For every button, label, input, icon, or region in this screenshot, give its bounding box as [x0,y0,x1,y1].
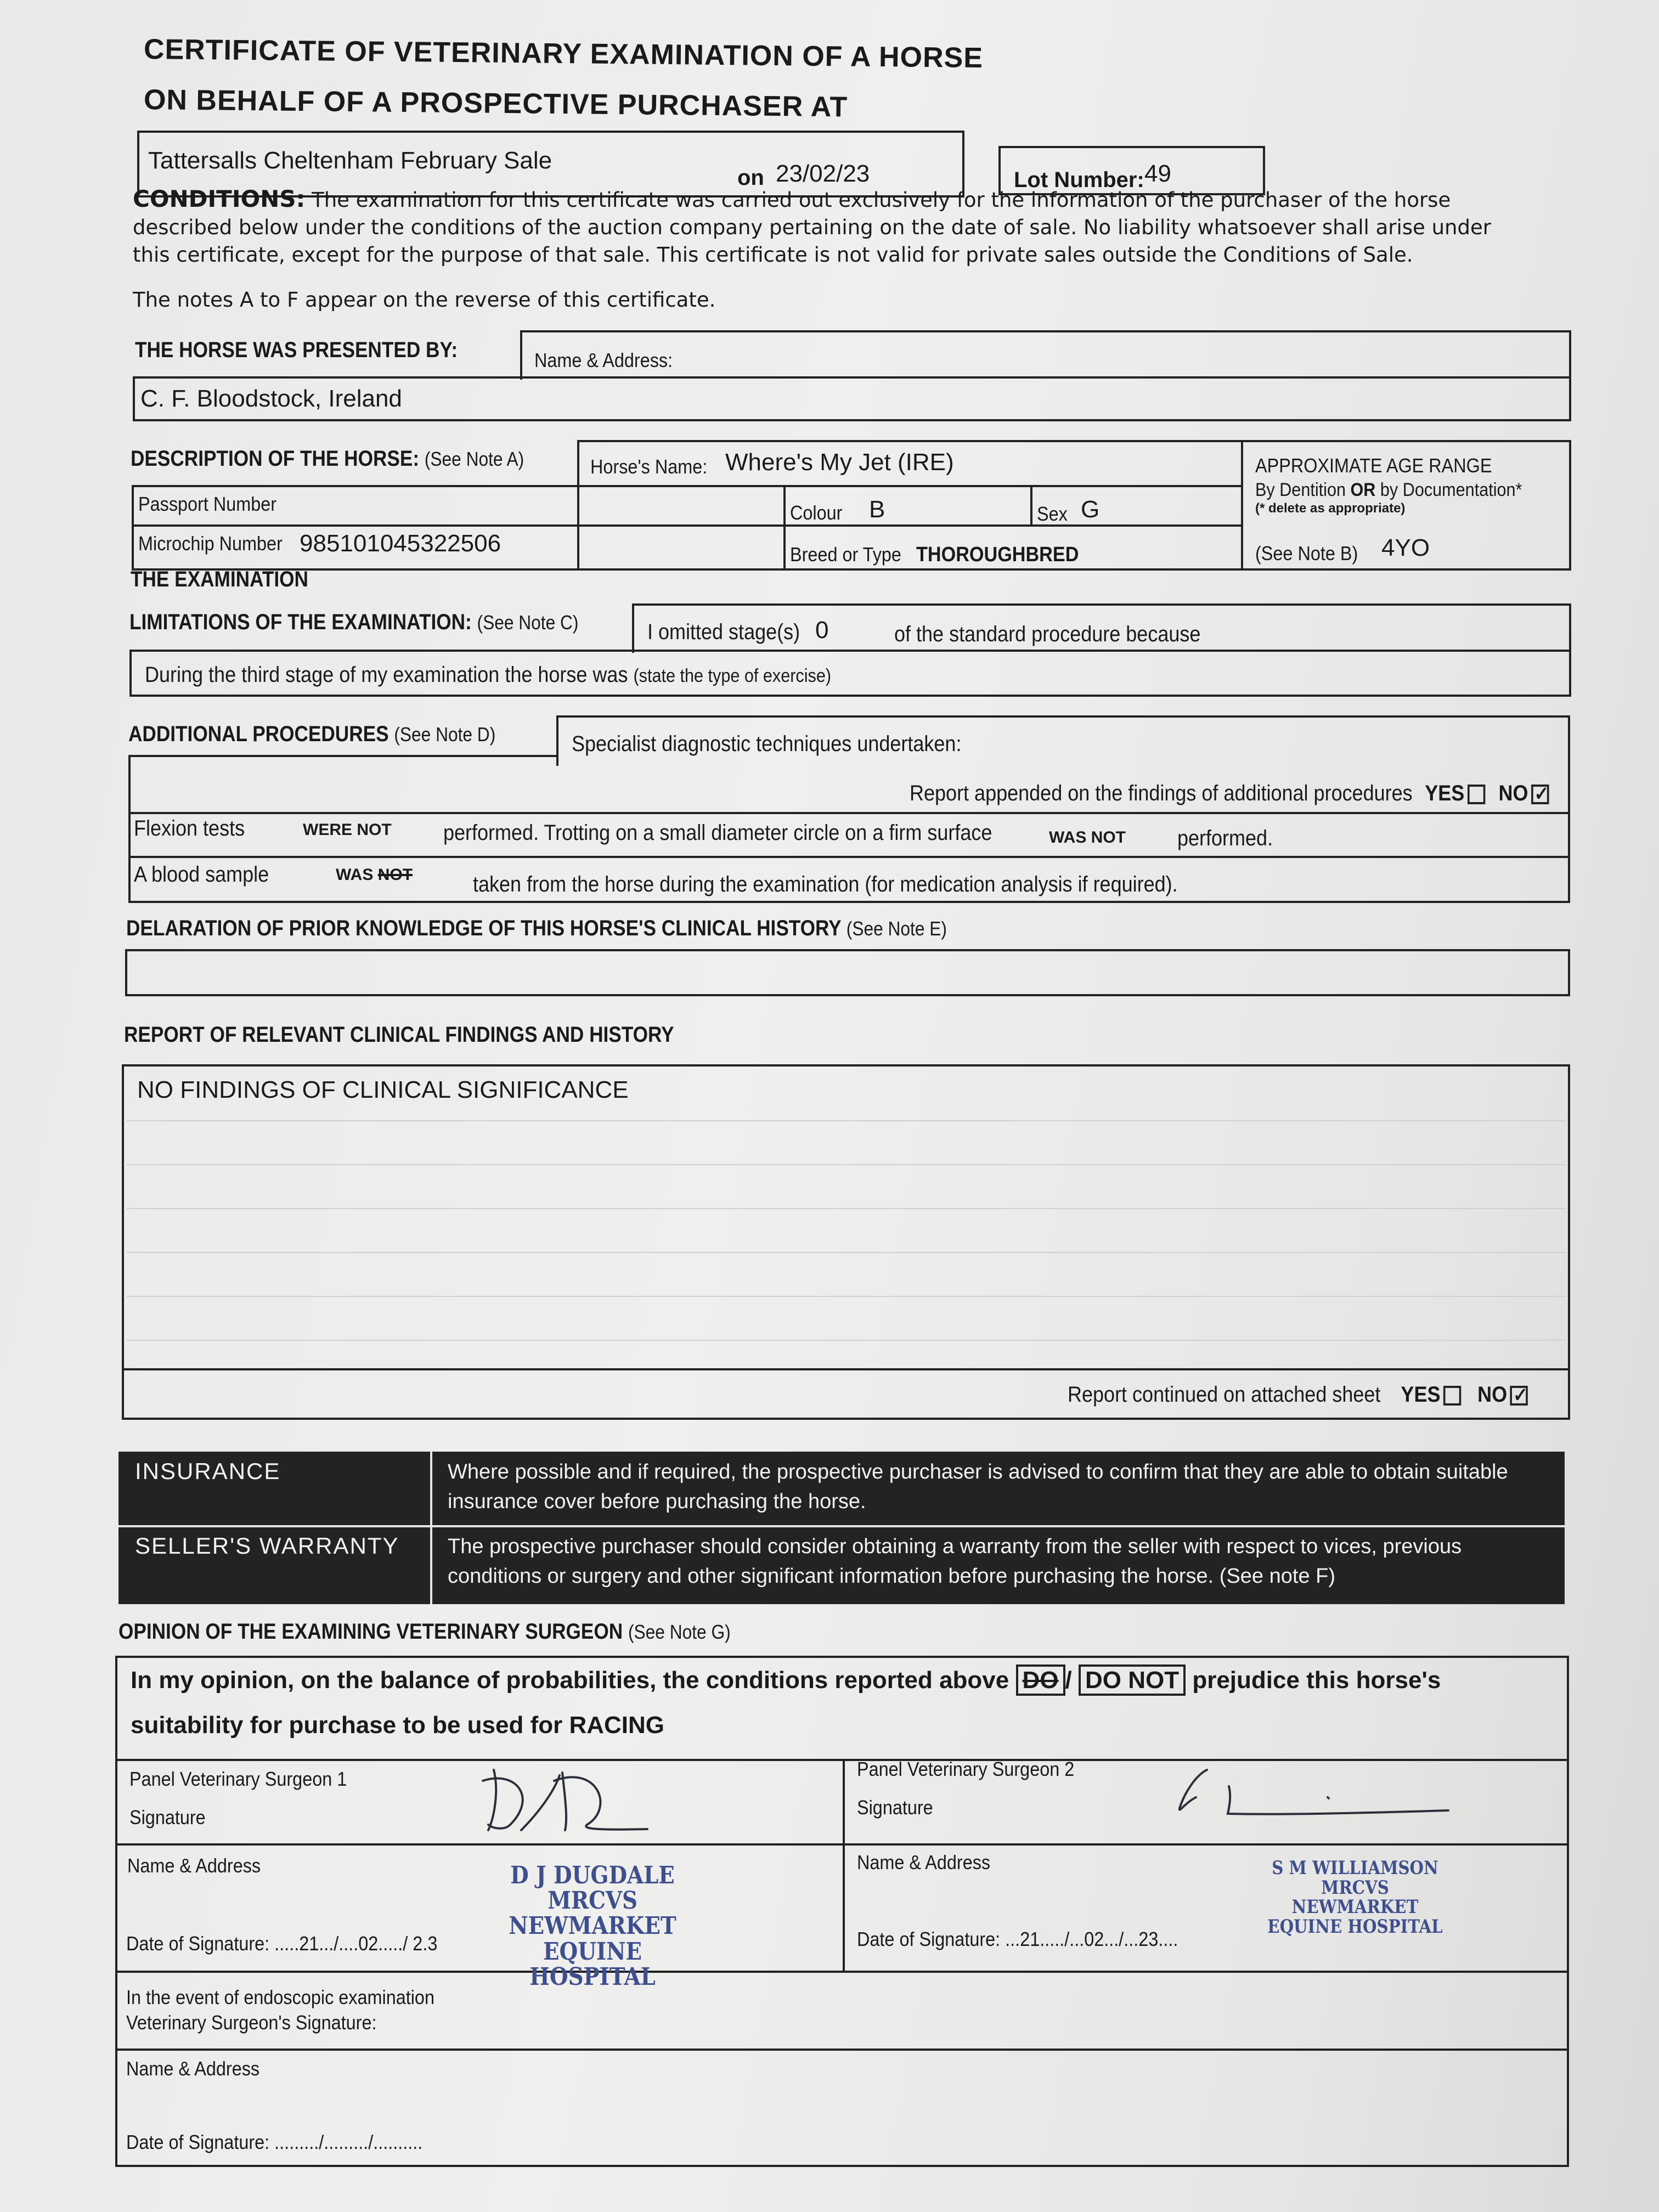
report-rule-5 [126,1296,1566,1297]
surgeon2-stamp-line2: NEWMARKET [1291,1896,1419,1918]
omitted-stages-label: I omitted stage(s) [647,620,800,644]
sale-name: Tattersalls Cheltenham February Sale [148,147,552,174]
colour-value: B [869,496,885,523]
description-col-divider-3 [1241,440,1243,571]
age-by-documentation: by Documentation* [1380,479,1522,500]
endoscopic-name-label: Name & Address [126,2057,260,2080]
surgeon2-date: ...21...../...02.../...23.... [1005,1928,1178,1950]
breed-value: THOROUGHBRED [916,543,1079,566]
blood-sample-was: WAS [336,866,374,884]
description-heading-text: DESCRIPTION OF THE HORSE: [131,447,420,471]
surgeon1-stamp-line3: EQUINE HOSPITAL [529,1937,656,1991]
lot-number-label: Lot Number: [1014,168,1144,192]
surgeon2-stamp-line3: EQUINE HOSPITAL [1267,1916,1443,1938]
certificate-title-line1: CERTIFICATE OF VETERINARY EXAMINATION OF A HORSE [143,33,984,75]
presented-name-box [520,330,1571,380]
opinion-do-struck: DO [1016,1664,1065,1696]
insurance-label: INSURANCE [135,1458,281,1484]
third-stage-text: During the third stage of my examination the horse was [145,663,628,687]
endoscopic-label-line1: In the event of endoscopic examination [126,1986,435,2008]
sale-on-label: on [737,166,764,190]
endoscopic-label [126,1985,435,2035]
surgeon2-date-row [857,1928,1178,1951]
report-rule-3 [126,1208,1566,1209]
microchip-value: 985101045322506 [300,530,501,557]
presented-name-label: Name & Address: [534,349,673,371]
age-or: OR [1350,479,1376,500]
trotting-text: performed. Trotting on a small diameter circle on a firm surface [443,821,992,845]
warranty-text: The prospective purchaser should consider obtaining a warranty from the seller with respect to vices, previous conditions or surgery and other significant information before purchasing the horse. (See note F) [448,1535,1462,1588]
surgeon1-date-row [126,1932,437,1955]
prior-knowledge-box [125,949,1570,996]
report-continued-label: Report continued on attached sheet [1068,1383,1381,1407]
presented-heading: THE HORSE WAS PRESENTED BY: [135,338,458,362]
surgeon1-stamp [486,1863,698,1990]
conditions-label: CONDITIONS: [133,185,306,212]
surgeon1-name-label: Name & Address [127,1854,261,1877]
limitations-heading [129,610,578,635]
report-box [122,1064,1570,1420]
report-appended-yes: YES [1425,781,1465,805]
opinion-do-not: DO NOT [1079,1664,1186,1696]
prior-knowledge-heading [126,916,947,941]
omitted-stages-value: 0 [815,617,829,644]
endoscopic-date: ........./........./.......... [274,2131,423,2153]
surgeon1-date-label: Date of Signature: [126,1932,270,1955]
endoscopic-label-line2: Veterinary Surgeon's Signature: [126,2011,377,2034]
horse-name: Where's My Jet (IRE) [725,449,954,476]
limitations-heading-text: LIMITATIONS OF THE EXAMINATION: [129,610,472,634]
surgeon2-date-label: Date of Signature: [857,1928,1001,1950]
age-note: (See Note B) [1255,542,1358,565]
report-appended-yes-checkbox[interactable] [1468,785,1485,804]
colour-label: Colour [790,501,843,524]
opinion-note: (See Note G) [628,1621,731,1643]
report-continued-divider [124,1368,1568,1370]
conditions-notes-line: The notes A to F appear on the reverse of this certificate. [133,288,716,312]
surgeon2-signature [1163,1764,1470,1825]
surgeon2-signature-label: Signature [857,1796,933,1819]
warranty-label: SELLER'S WARRANTY [135,1533,399,1559]
report-continued-no-checkbox[interactable] [1510,1386,1527,1406]
surgeon2-name-label: Name & Address [857,1851,991,1874]
flexion-row-top [128,812,1570,814]
opinion-statement-line1 [131,1667,1441,1694]
surgeons-row-top [115,1759,1569,1761]
conditions-text: The examination for this certificate was carried out exclusively for the information of the purchaser of the horse described below under the conditions of the auction company pertaining on the date of sale. No liability whatsoever shall arise under this certificate, except for the purpose of that sale. This certificate is not valid for private sales outside the Conditions of Sale. [133,188,1491,267]
trotting-value: WAS NOT [1049,828,1126,847]
band-divider-v [430,1452,432,1604]
presented-value-box [133,376,1571,421]
report-continued-row [1068,1383,1528,1407]
limitations-note: (See Note C) [477,611,579,634]
surgeon1-date: .....21.../....02...../ 2.3 [274,1932,438,1955]
age-range-title: APPROXIMATE AGE RANGE [1255,454,1492,477]
report-appended-no: NO [1498,781,1528,805]
opinion-heading [119,1620,731,1644]
opinion-text-a: In my opinion, on the balance of probabilities, the conditions reported above [131,1667,1009,1694]
surgeons-signature-bottom [115,1843,1569,1846]
specialist-techniques-label: Specialist diagnostic techniques undertaken: [572,732,962,756]
report-heading: REPORT OF RELEVANT CLINICAL FINDINGS AND HISTORY [124,1023,674,1047]
sex-value: G [1081,496,1100,523]
certificate-title-line2: ON BEHALF OF A PROSPECTIVE PURCHASER AT [143,84,848,123]
additional-procedures-heading [128,722,495,747]
surgeon2-stamp-line1: S M WILLIAMSON MRCVS [1272,1857,1438,1899]
flexion-tests-label: Flexion tests [134,816,245,840]
surgeon2-stamp [1251,1859,1459,1937]
description-note: (See Note A) [424,448,524,470]
horse-name-label: Horse's Name: [590,455,708,478]
third-stage-label [145,663,831,687]
age-value: 4YO [1381,534,1430,561]
additional-procedures-text: ADDITIONAL PROCEDURES [128,722,389,746]
surgeons-row-bottom [115,1971,1569,1973]
opinion-heading-text: OPINION OF THE EXAMINING VETERINARY SURGEON [119,1620,623,1644]
surgeon1-signature-label: Signature [129,1806,206,1829]
trotting-performed: performed. [1177,826,1273,850]
report-appended-row [910,781,1549,806]
report-appended-label: Report appended on the findings of additional procedures [910,781,1413,805]
omitted-stages-box [632,603,1571,653]
insurance-text: Where possible and if required, the prospective purchaser is advised to confirm that they are able to obtain suitable insurance cover before purchasing the horse. [448,1460,1508,1513]
prior-knowledge-note: (See Note E) [846,917,947,940]
third-stage-note: (state the type of exercise) [633,665,832,686]
surgeon2-panel-label: Panel Veterinary Surgeon 2 [857,1758,1075,1780]
description-col-divider-1 [783,486,786,571]
sex-label: Sex [1037,503,1068,525]
surgeon1-signature [472,1759,658,1841]
endoscopic-divider [115,2049,1569,2051]
report-rule-2 [126,1164,1566,1165]
blood-sample-not-struck: NOT [377,866,413,884]
surgeon1-panel-label: Panel Veterinary Surgeon 1 [129,1768,347,1790]
breed-label: Breed or Type [790,543,901,566]
report-rule-4 [126,1252,1566,1253]
prior-knowledge-text: DELARATION OF PRIOR KNOWLEDGE OF THIS HORSE'S CLINICAL HISTORY [126,916,842,940]
surgeon1-stamp-line2: NEWMARKET [509,1912,676,1940]
passport-label: Passport Number [138,493,277,515]
age-range-block [1255,454,1562,516]
report-continued-no: NO [1477,1383,1508,1407]
conditions-paragraph [133,185,1515,269]
report-continued-yes: YES [1401,1383,1441,1407]
third-stage-box [129,650,1571,697]
report-rule-6 [126,1340,1566,1341]
opinion-text-b: prejudice this horse's [1192,1667,1441,1694]
blood-sample-text: taken from the horse during the examination (for medication analysis if required). [473,872,1178,896]
sale-date: 23/02/23 [776,160,870,187]
blood-sample-value [336,866,413,884]
additional-procedures-note: (See Note D) [394,723,496,746]
description-row-divider [132,524,1243,527]
blood-row-top [128,856,1570,858]
opinion-slash: / [1065,1667,1072,1694]
microchip-label: Microchip Number [138,532,283,555]
description-col-divider-2 [1030,486,1032,526]
report-rule-1 [126,1120,1566,1121]
report-continued-yes-checkbox[interactable] [1443,1386,1461,1406]
opinion-text-c: suitability for purchase to be used for RACING [131,1712,665,1739]
age-delete-note: (* delete as appropriate) [1255,501,1406,516]
description-heading [131,447,524,471]
endoscopic-date-label: Date of Signature: [126,2131,270,2153]
omitted-stages-suffix: of the standard procedure because [894,622,1201,646]
examination-heading: THE EXAMINATION [131,567,308,591]
flexion-tests-value: WERE NOT [303,821,392,839]
advisory-band [119,1452,1565,1604]
blood-sample-label: A blood sample [134,862,269,887]
surgeons-divider [843,1759,845,1972]
age-range-method [1255,479,1532,501]
surgeon1-stamp-line1: D J DUGDALE MRCVS [510,1861,675,1915]
band-divider-h [119,1525,1565,1527]
report-appended-no-checkbox[interactable] [1531,785,1549,804]
presented-value: C. F. Bloodstock, Ireland [140,385,402,412]
lot-number: 49 [1144,160,1171,187]
age-by-dentition: By Dentition [1255,479,1346,500]
endoscopic-date-row [126,2131,422,2154]
report-findings: NO FINDINGS OF CLINICAL SIGNIFICANCE [137,1076,629,1103]
